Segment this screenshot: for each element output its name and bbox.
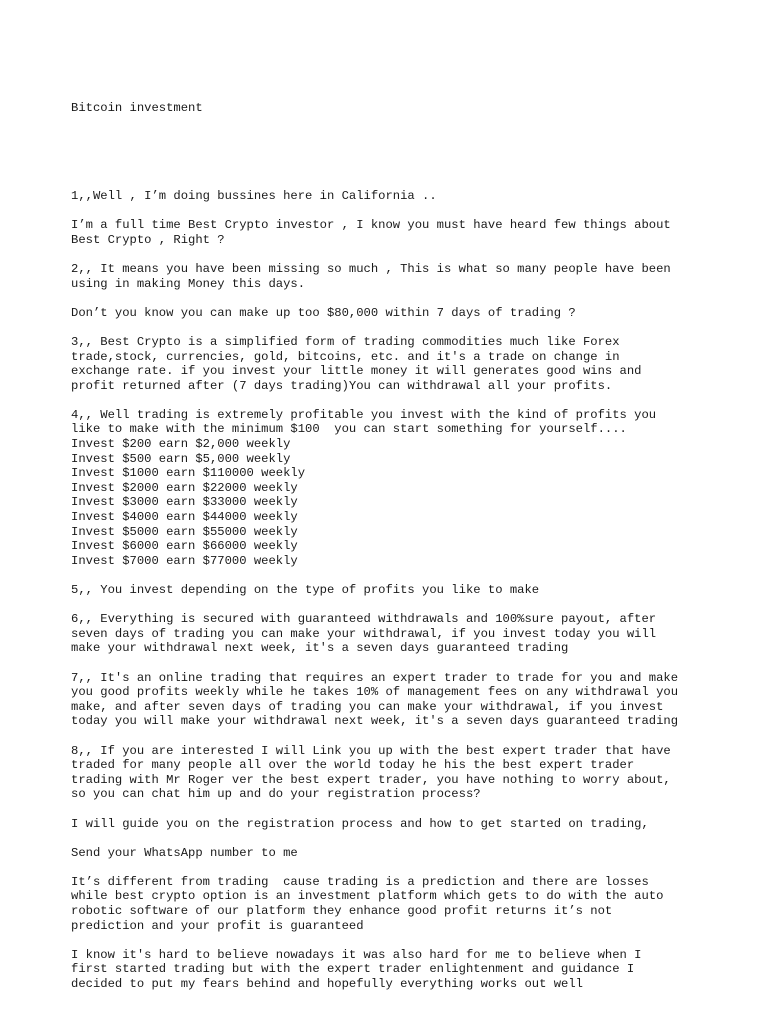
text-line: like to make with the minimum $100 you can start something for yourself....	[71, 422, 627, 437]
paragraph	[71, 817, 731, 832]
paragraph	[71, 875, 731, 933]
text-line: trade,stock, currencies, gold, bitcoins, etc. and it's a trade on change in	[71, 349, 620, 364]
text-line: decided to put my fears behind and hopefully everything works out well	[71, 977, 583, 992]
document-page	[71, 72, 731, 1021]
text-line: 3,, Best Crypto is a simplified form of trading commodities much like Forex	[71, 334, 620, 349]
paragraph	[71, 948, 731, 992]
text-line: you good profits weekly while he takes 10% of management fees on any withdrawal you	[71, 685, 679, 700]
paragraph	[71, 262, 731, 291]
text-line: I will guide you on the registration process and how to get started on trading,	[71, 816, 649, 831]
paragraph	[71, 846, 731, 861]
text-line: 1,,Well , I’m doing bussines here in California ..	[71, 188, 437, 203]
text-line: 2,, It means you have been missing so much , This is what so many people have been	[71, 261, 671, 276]
text-line: Best Crypto , Right ?	[71, 232, 225, 247]
text-line: I know it's hard to believe nowadays it was also hard for me to believe when I	[71, 947, 642, 962]
document-body	[71, 189, 731, 992]
paragraph	[71, 671, 731, 729]
paragraph	[71, 218, 731, 247]
text-line: 5,, You invest depending on the type of profits you like to make	[71, 583, 540, 597]
text-line: Send your WhatsApp number to me	[71, 845, 298, 860]
paragraph	[71, 744, 731, 802]
text-line: Invest $4000 earn $44000 weekly	[71, 510, 298, 525]
text-line: using in making Money this days.	[71, 276, 306, 291]
text-line: Invest $1000 earn $110000 weekly	[71, 466, 306, 481]
text-line: Invest $2000 earn $22000 weekly	[71, 480, 298, 495]
text-line: while best crypto option is an investment platform which gets to do with the auto	[71, 889, 664, 904]
paragraph	[71, 408, 731, 569]
paragraph	[71, 306, 731, 321]
text-line: profit returned after (7 days trading)You can withdrawal all your profits.	[71, 378, 613, 393]
text-line: I’m a full time Best Crypto investor , I know you must have heard few things about	[71, 218, 671, 233]
paragraph	[71, 335, 731, 393]
text-line: first started trading but with the expert trader enlightenment and guidance I	[71, 962, 635, 977]
text-line: Invest $6000 earn $66000 weekly	[71, 539, 298, 554]
paragraph	[71, 189, 731, 204]
text-line: trading with Mr Roger ver the best expert trader, you have nothing to worry about,	[71, 772, 671, 787]
text-line: prediction and your profit is guaranteed	[71, 918, 364, 933]
text-line: exchange rate. if you invest your little money it will generates good wins and	[71, 364, 642, 379]
text-line: 7,, It's an online trading that requires an expert trader to trade for you and make	[71, 670, 679, 685]
text-line: Invest $3000 earn $33000 weekly	[71, 495, 298, 510]
text-line: 6,, Everything is secured with guaranteed withdrawals and 100%sure payout, after	[71, 612, 657, 627]
paragraph	[71, 583, 731, 598]
document-title: Bitcoin investment	[71, 101, 203, 116]
text-line: seven days of trading you can make your withdrawal, if you invest today you will	[71, 626, 657, 641]
text-line: It’s different from trading cause trading is a prediction and there are losses	[71, 874, 649, 889]
text-line: traded for many people all over the world today he his the best expert trader	[71, 758, 635, 773]
text-line: today you will make your withdrawal next week, it's a seven days guaranteed trading	[71, 714, 679, 729]
text-line: Invest $7000 earn $77000 weekly	[71, 553, 298, 568]
text-line: Invest $5000 earn $55000 weekly	[71, 524, 298, 539]
paragraph	[71, 612, 731, 656]
text-line: robotic software of our platform they enhance good profit returns it’s not	[71, 904, 613, 919]
text-line: 4,, Well trading is extremely profitable you invest with the kind of profits you	[71, 407, 657, 422]
text-line: make your withdrawal next week, it's a seven days guaranteed trading	[71, 641, 569, 656]
text-line: so you can chat him up and do your registration process?	[71, 787, 481, 802]
text-line: make, and after seven days of trading you can make your withdrawal, if you invest	[71, 699, 664, 714]
text-line: 8,, If you are interested I will Link you up with the best expert trader that have	[71, 743, 671, 758]
text-line: Don’t you know you can make up too $80,000 within 7 days of trading ?	[71, 305, 576, 320]
text-line: Invest $200 earn $2,000 weekly	[71, 437, 291, 452]
text-line: Invest $500 earn $5,000 weekly	[71, 451, 291, 466]
